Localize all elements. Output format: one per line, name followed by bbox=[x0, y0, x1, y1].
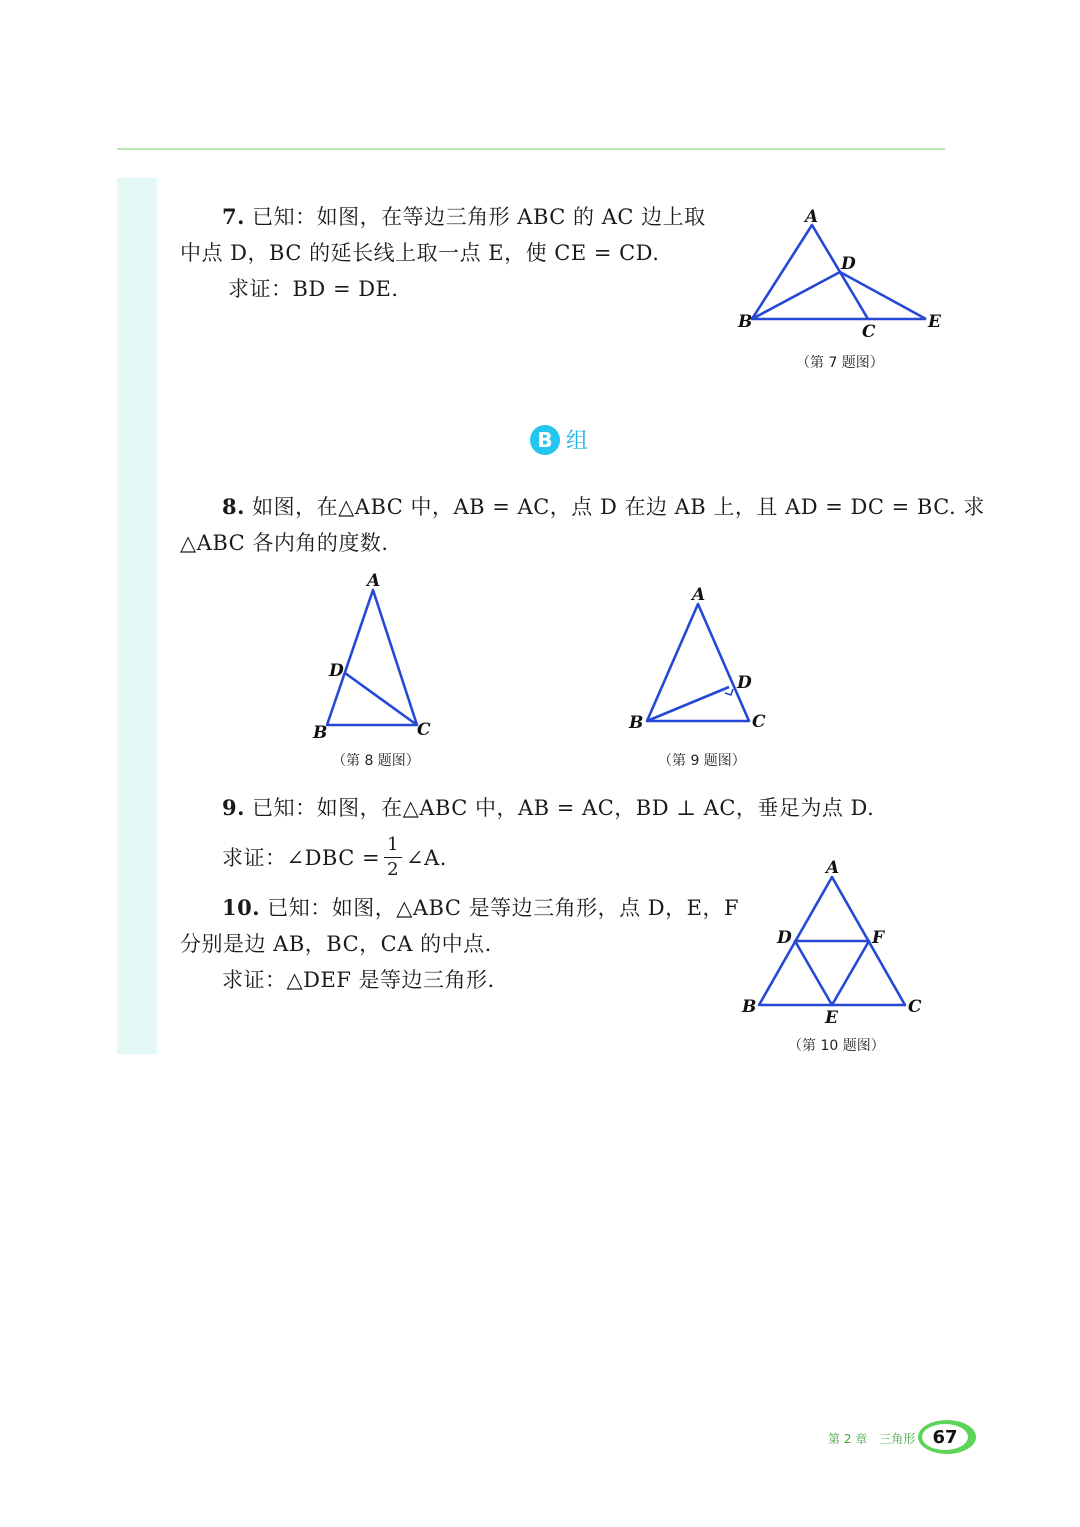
problem8-number: 8. bbox=[222, 494, 245, 519]
caption-problem9: （第 9 题图） bbox=[658, 753, 746, 769]
problem7-line3: 求证：BD = DE. bbox=[228, 277, 399, 301]
fig10-label-a: A bbox=[826, 858, 840, 878]
fraction-one-half: $\frac{1}{2}$ bbox=[384, 836, 402, 879]
fig7-label-c: C bbox=[862, 322, 876, 342]
caption-problem7: （第 7 题图） bbox=[796, 355, 884, 371]
fig10-triangle-def bbox=[795, 941, 869, 1005]
caption-problem10: （第 10 题图） bbox=[788, 1038, 885, 1054]
exercise-sidebar bbox=[117, 178, 157, 1054]
fig8-segment-dc bbox=[345, 673, 417, 725]
fig8-label-b: B bbox=[313, 723, 328, 743]
problem9-line1: 9. 已知：如图，在△ABC 中，AB = AC，BD ⊥ AC，垂足为点 D. bbox=[222, 795, 875, 820]
group-b-label: 组 bbox=[566, 429, 589, 454]
fig9-right-angle-mark bbox=[725, 689, 733, 695]
problem8-line1: 8. 如图，在△ABC 中，AB = AC，点 D 在边 AB 上，且 AD = DC = BC. 求 bbox=[222, 494, 985, 519]
group-b-badge: B bbox=[530, 425, 560, 455]
fig10-label-d: D bbox=[777, 928, 792, 948]
fig9-triangle-abc bbox=[647, 604, 749, 721]
fig8-triangle-abc bbox=[327, 590, 417, 725]
fig9-label-c: C bbox=[752, 712, 766, 732]
problem10-line2: 分别是边 AB，BC，CA 的中点. bbox=[180, 932, 492, 956]
fig10-label-b: B bbox=[742, 997, 757, 1017]
fig7-label-d: D bbox=[841, 254, 856, 274]
fig10-label-f: F bbox=[872, 928, 885, 948]
footer-chapter-title: 第 2 章 三角形 bbox=[828, 1432, 916, 1446]
fig8-label-d: D bbox=[329, 661, 344, 681]
caption-problem8: （第 8 题图） bbox=[332, 753, 420, 769]
fig10-label-e: E bbox=[825, 1008, 838, 1028]
problem10-line1: 10. 已知：如图，△ABC 是等边三角形，点 D，E，F bbox=[222, 895, 740, 920]
figure-problem10 bbox=[735, 855, 935, 1030]
fig7-label-e: E bbox=[928, 312, 941, 332]
page-number: 67 bbox=[922, 1424, 968, 1450]
fig7-label-b: B bbox=[738, 312, 753, 332]
fig8-label-a: A bbox=[367, 571, 381, 591]
fig10-label-c: C bbox=[908, 997, 922, 1017]
fig7-segment-bd bbox=[752, 272, 840, 319]
fig9-label-a: A bbox=[692, 585, 706, 605]
problem8-line2: △ABC 各内角的度数. bbox=[180, 531, 389, 555]
figure-problem9 bbox=[625, 580, 775, 740]
figure-problem7 bbox=[720, 195, 960, 345]
group-b-heading bbox=[530, 424, 588, 455]
fig9-label-d: D bbox=[737, 673, 752, 693]
page-number-badge bbox=[918, 1420, 976, 1454]
problem9-number: 9. bbox=[222, 795, 245, 820]
header-rule bbox=[117, 148, 945, 150]
problem7-line2: 中点 D，BC 的延长线上取一点 E，使 CE = CD. bbox=[180, 241, 660, 265]
problem10-line3: 求证：△DEF 是等边三角形. bbox=[222, 968, 495, 992]
problem7-line1: 7. 已知：如图，在等边三角形 ABC 的 AC 边上取 bbox=[222, 204, 706, 229]
problem10-number: 10. bbox=[222, 895, 261, 920]
problem9-line2: 求证：∠DBC = $\frac{1}{2}$ ∠A. bbox=[222, 834, 447, 880]
fig7-label-a: A bbox=[805, 207, 819, 227]
figure-problem8 bbox=[305, 570, 445, 745]
fig9-label-b: B bbox=[629, 713, 644, 733]
fig8-label-c: C bbox=[417, 720, 431, 740]
problem7-number: 7. bbox=[222, 204, 245, 229]
